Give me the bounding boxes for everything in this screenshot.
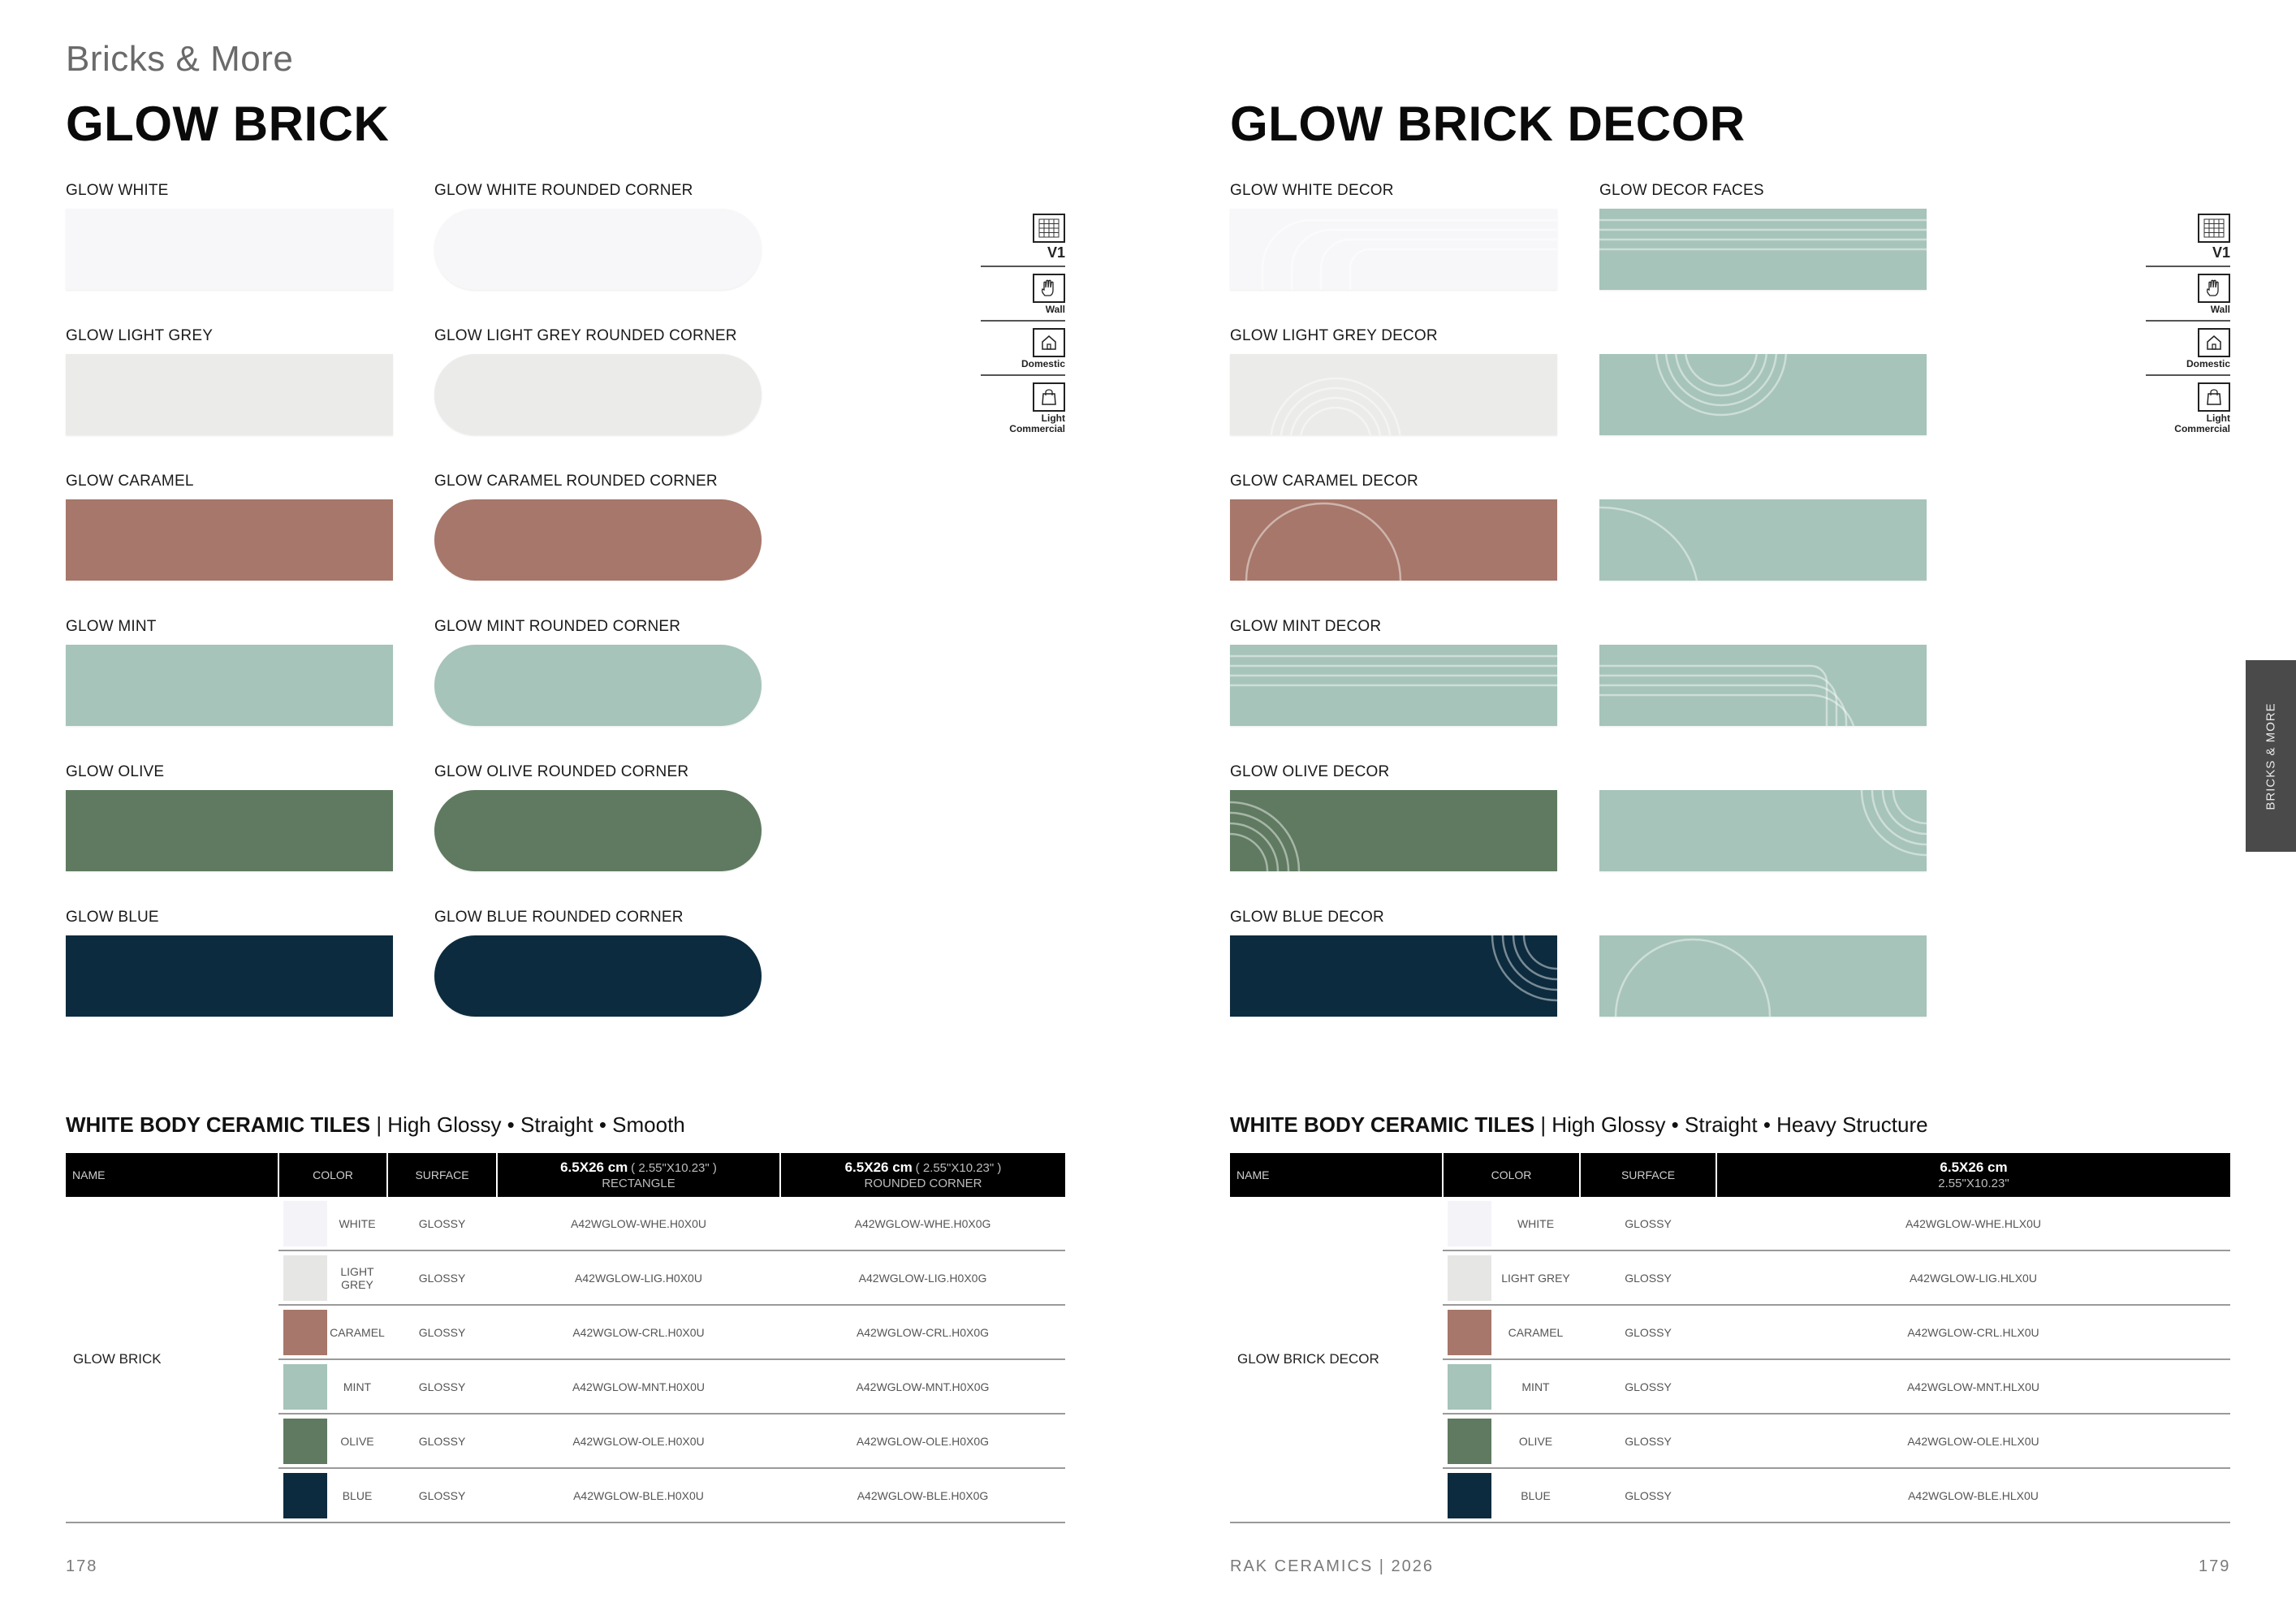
tile-label: GLOW MINT ROUNDED CORNER: [434, 618, 681, 635]
decor-tile-swatch: [1230, 790, 1557, 871]
usage-light-commercial: [981, 376, 1065, 439]
code-cell-rounded: A42WGLOW-BLE.H0X0G: [780, 1468, 1065, 1522]
usage-label: V1: [1047, 244, 1065, 261]
tile-swatch: [66, 790, 393, 871]
hand-wall-icon: [1033, 274, 1065, 303]
tile-label: GLOW WHITE DECOR: [1230, 182, 1394, 199]
tile-label: GLOW OLIVE: [66, 763, 165, 780]
code-cell: A42WGLOW-WHE.H0X0U: [497, 1197, 780, 1250]
usage-domestic: [2146, 322, 2230, 376]
tile-label: GLOW WHITE ROUNDED CORNER: [434, 182, 693, 199]
color-cell: LIGHT GREY: [1443, 1250, 1580, 1305]
tile-swatch: [434, 645, 762, 726]
surface-cell: GLOSSY: [387, 1250, 497, 1305]
color-cell: BLUE: [1443, 1468, 1580, 1522]
tile-label: GLOW BLUE DECOR: [1230, 909, 1384, 926]
color-swatch: [1448, 1201, 1491, 1246]
surface-cell: GLOSSY: [387, 1414, 497, 1468]
tile-swatch: [66, 935, 393, 1017]
decor-tile-swatch: [1230, 645, 1557, 726]
color-swatch: [283, 1419, 327, 1464]
hand-wall-icon: [2198, 274, 2230, 303]
tile-swatch: [434, 790, 762, 871]
usage-v1: [981, 207, 1065, 267]
decor-tile-swatch: [1599, 790, 1927, 871]
color-cell: WHITE: [278, 1197, 387, 1250]
usage-light-commercial: [2146, 376, 2230, 439]
header-size: 6.5X26 cm 2.55"X10.23": [1716, 1153, 2230, 1197]
table-title-rest: | High Glossy • Straight • Heavy Structure: [1534, 1112, 1928, 1137]
tile-label: GLOW OLIVE ROUNDED CORNER: [434, 763, 689, 780]
header-surface: SURFACE: [387, 1153, 497, 1197]
usage-label: Domestic: [2186, 358, 2230, 369]
table-title-left: [66, 1112, 685, 1138]
surface-cell: GLOSSY: [1580, 1359, 1716, 1414]
tile-label: GLOW WHITE: [66, 182, 169, 199]
color-swatch: [283, 1310, 327, 1355]
code-cell-rounded: A42WGLOW-CRL.H0X0G: [780, 1305, 1065, 1359]
brand-footer: RAK CERAMICS | 2026: [1230, 1557, 1435, 1575]
code-cell-rounded: A42WGLOW-LIG.H0X0G: [780, 1250, 1065, 1305]
usage-icons-left: [981, 207, 1065, 439]
tile-swatch: [434, 209, 762, 290]
usage-label: Domestic: [1021, 358, 1065, 369]
decor-tile-swatch: [1599, 209, 1927, 290]
page-number-left: 178: [66, 1557, 98, 1575]
decor-tile-swatch: [1230, 209, 1557, 290]
table-header-row: [1230, 1153, 2230, 1197]
tile-label: GLOW LIGHT GREY: [66, 327, 214, 344]
house-icon: [1033, 328, 1065, 357]
tile-label: GLOW OLIVE DECOR: [1230, 763, 1390, 780]
page-title-glow-brick: GLOW BRICK: [66, 97, 390, 151]
tile-label: GLOW CARAMEL ROUNDED CORNER: [434, 473, 718, 490]
table-title-bold: WHITE BODY CERAMIC TILES: [1230, 1112, 1535, 1137]
shopping-bag-icon: [2198, 382, 2230, 412]
tile-label: GLOW BLUE ROUNDED CORNER: [434, 909, 684, 926]
decor-tile-swatch: [1599, 354, 1927, 435]
table-row: [66, 1197, 1065, 1250]
code-cell-rounded: A42WGLOW-MNT.H0X0G: [780, 1359, 1065, 1414]
tile-swatch: [434, 354, 762, 435]
tile-label: GLOW CARAMEL DECOR: [1230, 473, 1418, 490]
decor-tile-swatch: [1230, 935, 1557, 1017]
grid-v1-icon: [1033, 214, 1065, 243]
usage-wall: [2146, 267, 2230, 322]
spec-table-left: [66, 1153, 1065, 1523]
table-title-rest: | High Glossy • Straight • Smooth: [370, 1112, 685, 1137]
tile-swatch: [434, 499, 762, 581]
page-title-glow-brick-decor: GLOW BRICK DECOR: [1230, 97, 1746, 151]
surface-cell: GLOSSY: [387, 1468, 497, 1522]
code-cell: A42WGLOW-OLE.H0X0U: [497, 1414, 780, 1468]
code-cell: A42WGLOW-OLE.HLX0U: [1716, 1414, 2230, 1468]
tile-swatch: [66, 645, 393, 726]
surface-cell: GLOSSY: [1580, 1197, 1716, 1250]
color-cell: OLIVE: [1443, 1414, 1580, 1468]
usage-domestic: [981, 322, 1065, 376]
section-side-tab[interactable]: [2246, 660, 2296, 852]
code-cell-rounded: A42WGLOW-OLE.H0X0G: [780, 1414, 1065, 1468]
color-cell: BLUE: [278, 1468, 387, 1522]
shopping-bag-icon: [1033, 382, 1065, 412]
color-swatch: [283, 1255, 327, 1301]
color-cell: CARAMEL: [278, 1305, 387, 1359]
color-cell: CARAMEL: [1443, 1305, 1580, 1359]
color-cell: WHITE: [1443, 1197, 1580, 1250]
code-cell: A42WGLOW-WHE.HLX0U: [1716, 1197, 2230, 1250]
header-name: NAME: [1230, 1153, 1443, 1197]
code-cell: A42WGLOW-CRL.HLX0U: [1716, 1305, 2230, 1359]
color-swatch: [1448, 1419, 1491, 1464]
color-cell: LIGHT GREY: [278, 1250, 387, 1305]
tile-swatch: [66, 354, 393, 435]
header-rounded-corner: 6.5X26 cm ( 2.55"X10.23" ) ROUNDED CORNER: [780, 1153, 1065, 1197]
tile-label: GLOW MINT: [66, 618, 157, 635]
decor-tile-swatch: [1230, 499, 1557, 581]
color-swatch: [1448, 1473, 1491, 1518]
page-number-right: 179: [2199, 1557, 2231, 1575]
decor-tile-swatch: [1230, 354, 1557, 435]
color-swatch: [1448, 1255, 1491, 1301]
tile-label: GLOW BLUE: [66, 909, 159, 926]
surface-cell: GLOSSY: [1580, 1468, 1716, 1522]
usage-label: Wall: [2210, 304, 2230, 315]
side-tab-label: BRICKS & MORE: [2264, 702, 2278, 810]
color-swatch: [1448, 1364, 1491, 1410]
code-cell-rounded: A42WGLOW-WHE.H0X0G: [780, 1197, 1065, 1250]
color-cell: MINT: [1443, 1359, 1580, 1414]
code-cell: A42WGLOW-MNT.H0X0U: [497, 1359, 780, 1414]
house-icon: [2198, 328, 2230, 357]
color-cell: MINT: [278, 1359, 387, 1414]
tile-swatch: [434, 935, 762, 1017]
tile-swatch: [66, 209, 393, 290]
decor-tile-swatch: [1599, 935, 1927, 1017]
header-rectangle: 6.5X26 cm ( 2.55"X10.23" ) RECTANGLE: [497, 1153, 780, 1197]
table-header-row: [66, 1153, 1065, 1197]
code-cell: A42WGLOW-BLE.HLX0U: [1716, 1468, 2230, 1522]
decor-tile-swatch: [1599, 499, 1927, 581]
tile-label: GLOW DECOR FACES: [1599, 182, 1764, 199]
header-name: NAME: [66, 1153, 278, 1197]
color-swatch: [283, 1201, 327, 1246]
usage-wall: [981, 267, 1065, 322]
usage-label: Wall: [1045, 304, 1065, 315]
code-cell: A42WGLOW-LIG.HLX0U: [1716, 1250, 2230, 1305]
code-cell: A42WGLOW-LIG.H0X0U: [497, 1250, 780, 1305]
tile-label: GLOW CARAMEL: [66, 473, 194, 490]
section-kicker: Bricks & More: [66, 39, 294, 79]
tile-label: GLOW LIGHT GREY DECOR: [1230, 327, 1438, 344]
color-swatch: [283, 1364, 327, 1410]
usage-icons-right: [2146, 207, 2230, 439]
surface-cell: GLOSSY: [387, 1359, 497, 1414]
surface-cell: GLOSSY: [1580, 1250, 1716, 1305]
header-color: COLOR: [1443, 1153, 1580, 1197]
usage-label: Light Commercial: [1009, 412, 1065, 434]
surface-cell: GLOSSY: [1580, 1414, 1716, 1468]
tile-swatch: [66, 499, 393, 581]
usage-v1: [2146, 207, 2230, 267]
grid-v1-icon: [2198, 214, 2230, 243]
product-name-cell: GLOW BRICK DECOR: [1230, 1197, 1443, 1522]
table-title-right: [1230, 1112, 1928, 1138]
code-cell: A42WGLOW-BLE.H0X0U: [497, 1468, 780, 1522]
header-surface: SURFACE: [1580, 1153, 1716, 1197]
tile-label: GLOW LIGHT GREY ROUNDED CORNER: [434, 327, 737, 344]
color-swatch: [1448, 1310, 1491, 1355]
header-color: COLOR: [278, 1153, 387, 1197]
code-cell: A42WGLOW-CRL.H0X0U: [497, 1305, 780, 1359]
spec-table-right: [1230, 1153, 2230, 1523]
code-cell: A42WGLOW-MNT.HLX0U: [1716, 1359, 2230, 1414]
decor-tile-swatch: [1599, 645, 1927, 726]
usage-label: Light Commercial: [2174, 412, 2230, 434]
table-title-bold: WHITE BODY CERAMIC TILES: [66, 1112, 371, 1137]
surface-cell: GLOSSY: [1580, 1305, 1716, 1359]
usage-label: V1: [2212, 244, 2230, 261]
table-row: [1230, 1197, 2230, 1250]
tile-label: GLOW MINT DECOR: [1230, 618, 1382, 635]
surface-cell: GLOSSY: [387, 1305, 497, 1359]
surface-cell: GLOSSY: [387, 1197, 497, 1250]
color-swatch: [283, 1473, 327, 1518]
color-cell: OLIVE: [278, 1414, 387, 1468]
product-name-cell: GLOW BRICK: [66, 1197, 278, 1522]
